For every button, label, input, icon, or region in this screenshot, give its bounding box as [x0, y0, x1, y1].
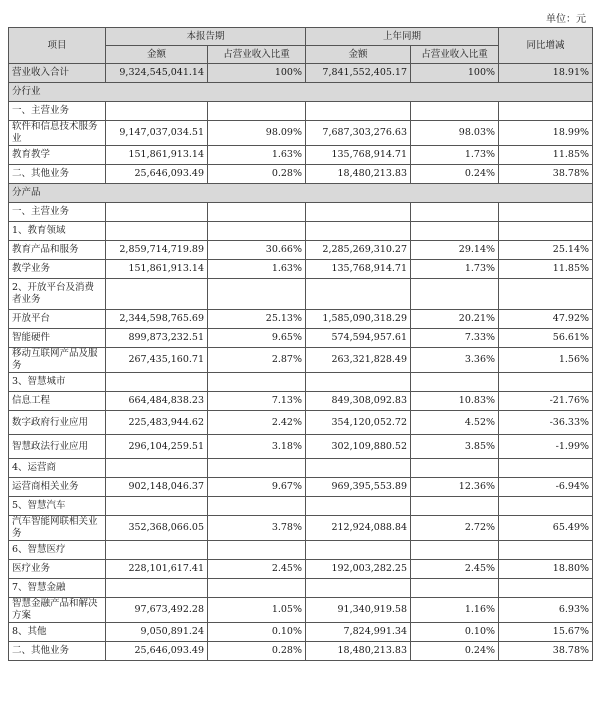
row-label: 医疗业务 [9, 560, 106, 579]
prior-ratio [411, 222, 499, 241]
row-label: 信息工程 [9, 392, 106, 411]
yoy-change [499, 373, 593, 392]
current-ratio: 0.10% [208, 623, 306, 642]
table-row [9, 310, 593, 329]
prior-amount: 1,585,090,318.29 [306, 310, 411, 329]
prior-amount: 192,003,282.25 [306, 560, 411, 579]
yoy-change: -6.94% [499, 478, 593, 497]
current-ratio: 3.78% [208, 516, 306, 541]
current-ratio: 3.18% [208, 435, 306, 459]
header-current-period: 本报告期 [106, 28, 306, 46]
prior-ratio: 29.14% [411, 241, 499, 260]
current-ratio [208, 497, 306, 516]
prior-amount [306, 459, 411, 478]
prior-ratio: 1.16% [411, 598, 499, 623]
current-amount: 97,673,492.28 [106, 598, 208, 623]
table-row [9, 241, 593, 260]
table-row [9, 222, 593, 241]
row-label: 5、智慧汽车 [9, 497, 106, 516]
yoy-change: 65.49% [499, 516, 593, 541]
current-ratio: 1.05% [208, 598, 306, 623]
table-row [9, 121, 593, 146]
yoy-change: -36.33% [499, 411, 593, 435]
prior-amount [306, 497, 411, 516]
table-body [9, 64, 593, 661]
current-amount [106, 459, 208, 478]
prior-amount: 7,824,991.34 [306, 623, 411, 642]
current-ratio [208, 541, 306, 560]
row-label: 智慧政法行业应用 [9, 435, 106, 459]
prior-ratio: 100% [411, 64, 499, 83]
row-label: 3、智慧城市 [9, 373, 106, 392]
prior-ratio: 1.73% [411, 146, 499, 165]
prior-ratio: 20.21% [411, 310, 499, 329]
header-prior-ratio: 占营业收入比重 [411, 46, 499, 64]
current-amount: 228,101,617.41 [106, 560, 208, 579]
current-amount: 296,104,259.51 [106, 435, 208, 459]
table-row [9, 146, 593, 165]
prior-amount [306, 222, 411, 241]
yoy-change [499, 541, 593, 560]
current-amount: 2,859,714,719.89 [106, 241, 208, 260]
current-ratio [208, 102, 306, 121]
prior-ratio: 2.45% [411, 560, 499, 579]
yoy-change: 56.61% [499, 329, 593, 348]
yoy-change: 25.14% [499, 241, 593, 260]
table-row [9, 165, 593, 184]
prior-amount: 212,924,088.84 [306, 516, 411, 541]
current-amount: 899,873,232.51 [106, 329, 208, 348]
prior-amount: 135,768,914.71 [306, 146, 411, 165]
header-prior-amount: 金额 [306, 46, 411, 64]
current-ratio: 2.45% [208, 560, 306, 579]
prior-amount: 302,109,880.52 [306, 435, 411, 459]
prior-ratio: 4.52% [411, 411, 499, 435]
yoy-change: 11.85% [499, 260, 593, 279]
yoy-change: 6.93% [499, 598, 593, 623]
current-ratio: 7.13% [208, 392, 306, 411]
prior-ratio: 0.24% [411, 642, 499, 661]
current-amount: 151,861,913.14 [106, 260, 208, 279]
table-row [9, 623, 593, 642]
row-label: 汽车智能网联相关业务 [9, 516, 106, 541]
yoy-change [499, 279, 593, 310]
row-label: 4、运营商 [9, 459, 106, 478]
header-current-amount: 金额 [106, 46, 208, 64]
current-amount: 2,344,598,765.69 [106, 310, 208, 329]
current-amount: 267,435,160.71 [106, 348, 208, 373]
prior-amount: 2,285,269,310.27 [306, 241, 411, 260]
current-amount [106, 222, 208, 241]
current-ratio: 98.09% [208, 121, 306, 146]
yoy-change: 18.80% [499, 560, 593, 579]
table-row [9, 598, 593, 623]
yoy-change [499, 222, 593, 241]
table-row [9, 435, 593, 459]
prior-amount [306, 102, 411, 121]
row-label: 二、其他业务 [9, 165, 106, 184]
yoy-change: 38.78% [499, 642, 593, 661]
table-row [9, 102, 593, 121]
prior-amount: 18,480,213.83 [306, 165, 411, 184]
prior-ratio: 3.36% [411, 348, 499, 373]
row-label: 数字政府行业应用 [9, 411, 106, 435]
current-ratio: 2.42% [208, 411, 306, 435]
prior-ratio [411, 373, 499, 392]
current-amount: 9,147,037,034.51 [106, 121, 208, 146]
row-label: 开放平台 [9, 310, 106, 329]
section-row [9, 184, 593, 203]
row-label: 教育产品和服务 [9, 241, 106, 260]
current-amount [106, 203, 208, 222]
table-row [9, 579, 593, 598]
table-header [9, 28, 593, 64]
current-amount [106, 541, 208, 560]
current-ratio [208, 459, 306, 478]
prior-ratio [411, 203, 499, 222]
table-row [9, 64, 593, 83]
section-label: 分产品 [9, 184, 593, 203]
prior-amount: 263,321,828.49 [306, 348, 411, 373]
prior-ratio: 2.72% [411, 516, 499, 541]
prior-amount [306, 203, 411, 222]
revenue-table [8, 27, 593, 661]
prior-amount: 574,594,957.61 [306, 329, 411, 348]
table-row [9, 560, 593, 579]
yoy-change [499, 497, 593, 516]
current-amount: 151,861,913.14 [106, 146, 208, 165]
yoy-change: 11.85% [499, 146, 593, 165]
unit-label: 单位：元 [546, 14, 586, 25]
table-row [9, 642, 593, 661]
table-row [9, 392, 593, 411]
prior-ratio: 12.36% [411, 478, 499, 497]
table-row [9, 373, 593, 392]
row-label: 软件和信息技术服务业 [9, 121, 106, 146]
prior-amount: 18,480,213.83 [306, 642, 411, 661]
yoy-change: 47.92% [499, 310, 593, 329]
section-row [9, 83, 593, 102]
prior-ratio: 1.73% [411, 260, 499, 279]
prior-amount: 969,395,553.89 [306, 478, 411, 497]
table-row [9, 497, 593, 516]
prior-amount [306, 279, 411, 310]
header-item: 项目 [9, 28, 106, 64]
row-label: 6、智慧医疗 [9, 541, 106, 560]
current-ratio [208, 203, 306, 222]
table-row [9, 411, 593, 435]
prior-amount: 91,340,919.58 [306, 598, 411, 623]
row-label: 一、主营业务 [9, 203, 106, 222]
current-amount: 225,483,944.62 [106, 411, 208, 435]
row-label: 智慧金融产品和解决方案 [9, 598, 106, 623]
table-row [9, 260, 593, 279]
prior-amount: 849,308,092.83 [306, 392, 411, 411]
yoy-change [499, 203, 593, 222]
yoy-change [499, 459, 593, 478]
current-ratio [208, 579, 306, 598]
row-label: 8、其他 [9, 623, 106, 642]
yoy-change: 18.99% [499, 121, 593, 146]
current-ratio [208, 279, 306, 310]
current-ratio [208, 373, 306, 392]
current-ratio: 25.13% [208, 310, 306, 329]
current-ratio: 0.28% [208, 165, 306, 184]
row-label: 移动互联网产品及服务 [9, 348, 106, 373]
yoy-change: 18.91% [499, 64, 593, 83]
table-row [9, 203, 593, 222]
yoy-change: -1.99% [499, 435, 593, 459]
current-amount [106, 279, 208, 310]
header-yoy: 同比增减 [499, 28, 593, 64]
prior-ratio [411, 497, 499, 516]
row-label: 教育教学 [9, 146, 106, 165]
prior-ratio: 0.24% [411, 165, 499, 184]
prior-amount: 7,687,303,276.63 [306, 121, 411, 146]
current-ratio: 100% [208, 64, 306, 83]
current-amount: 25,646,093.49 [106, 165, 208, 184]
yoy-change: 15.67% [499, 623, 593, 642]
prior-ratio: 7.33% [411, 329, 499, 348]
prior-ratio [411, 459, 499, 478]
prior-ratio [411, 279, 499, 310]
current-amount: 9,050,891.24 [106, 623, 208, 642]
prior-amount [306, 541, 411, 560]
header-prior-period: 上年同期 [306, 28, 499, 46]
row-label: 营业收入合计 [9, 64, 106, 83]
yoy-change: 1.56% [499, 348, 593, 373]
current-amount [106, 373, 208, 392]
header-current-ratio: 占营业收入比重 [208, 46, 306, 64]
yoy-change [499, 579, 593, 598]
row-label: 教学业务 [9, 260, 106, 279]
row-label: 智能硬件 [9, 329, 106, 348]
row-label: 运营商相关业务 [9, 478, 106, 497]
prior-amount: 7,841,552,405.17 [306, 64, 411, 83]
current-amount: 352,368,066.05 [106, 516, 208, 541]
table-row [9, 516, 593, 541]
current-ratio [208, 222, 306, 241]
current-ratio: 30.66% [208, 241, 306, 260]
current-amount: 664,484,838.23 [106, 392, 208, 411]
table-row [9, 478, 593, 497]
row-label: 2、开放平台及消费者业务 [9, 279, 106, 310]
prior-ratio [411, 541, 499, 560]
prior-amount: 135,768,914.71 [306, 260, 411, 279]
row-label: 1、教育领域 [9, 222, 106, 241]
current-amount: 25,646,093.49 [106, 642, 208, 661]
prior-ratio: 98.03% [411, 121, 499, 146]
row-label: 7、智慧金融 [9, 579, 106, 598]
current-amount: 902,148,046.37 [106, 478, 208, 497]
current-ratio: 9.65% [208, 329, 306, 348]
prior-amount [306, 373, 411, 392]
row-label: 二、其他业务 [9, 642, 106, 661]
table-row [9, 329, 593, 348]
current-ratio: 2.87% [208, 348, 306, 373]
prior-amount: 354,120,052.72 [306, 411, 411, 435]
current-ratio: 9.67% [208, 478, 306, 497]
current-ratio: 1.63% [208, 260, 306, 279]
current-amount [106, 497, 208, 516]
yoy-change: -21.76% [499, 392, 593, 411]
current-ratio: 0.28% [208, 642, 306, 661]
current-amount: 9,324,545,041.14 [106, 64, 208, 83]
table-row [9, 348, 593, 373]
current-ratio: 1.63% [208, 146, 306, 165]
row-label: 一、主营业务 [9, 102, 106, 121]
table-row [9, 279, 593, 310]
table-row [9, 459, 593, 478]
current-amount [106, 102, 208, 121]
prior-amount [306, 579, 411, 598]
prior-ratio: 10.83% [411, 392, 499, 411]
prior-ratio: 3.85% [411, 435, 499, 459]
prior-ratio [411, 579, 499, 598]
table-row [9, 541, 593, 560]
yoy-change [499, 102, 593, 121]
current-amount [106, 579, 208, 598]
section-label: 分行业 [9, 83, 593, 102]
yoy-change: 38.78% [499, 165, 593, 184]
prior-ratio: 0.10% [411, 623, 499, 642]
prior-ratio [411, 102, 499, 121]
